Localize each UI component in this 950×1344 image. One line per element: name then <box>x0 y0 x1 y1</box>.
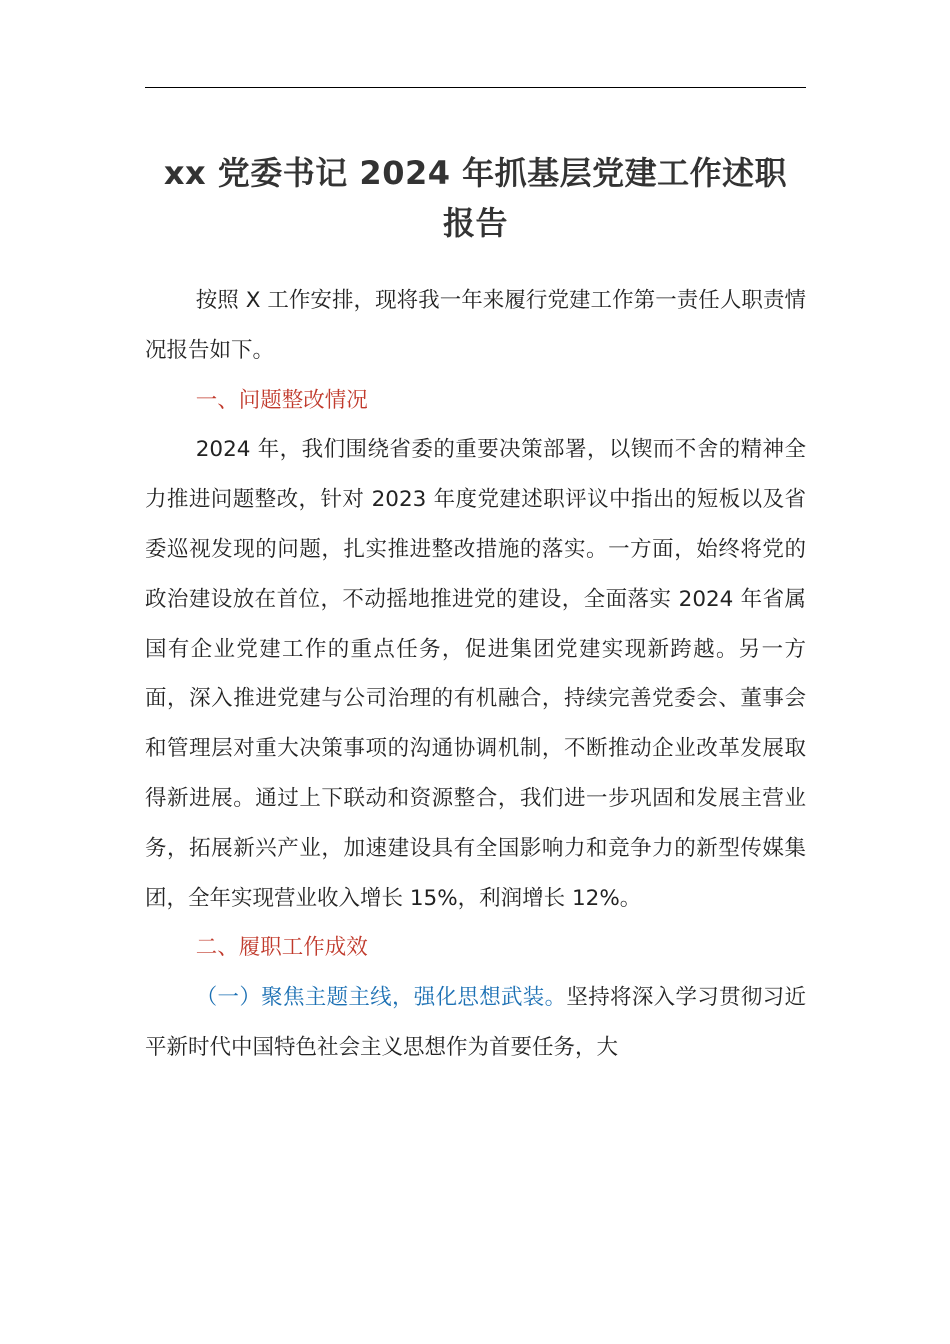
document-title <box>145 148 806 248</box>
subsection1-text: 坚持将深入学习贯彻习近平新时代中国特色社会主义思想作为首要任务，大 <box>145 985 806 1060</box>
title-line-1: xx 党委书记 2024 年抓基层党建工作述职 <box>163 154 788 192</box>
document-body <box>145 276 806 1073</box>
section-heading-performance-results: 二、履职工作成效 <box>195 935 368 961</box>
section-heading-problem-rectification: 一、问题整改情况 <box>195 387 368 413</box>
section1-paragraph: 2024 年，我们围绕省委的重要决策部署，以锲而不舍的精神全力推进问题整改，针对 2023 年度党建述职评议中指出的短板以及省委巡视发现的问题，扎实推进整改措施的落实。一方面，始终将党的政治建设放在首位，不动摇地推进党的建设，全面落实 2024 年省属国有企业党建工作的重点任务，促进集团党建实现新跨越。另一方面，深入推进党建与公司治理的有机融合，持续完善党委会、董事会和管理层对重大决策事项的沟通协调机制，不断推动企业改革发展取得新进展。通过上下联动和资源整合，我们进一步巩固和发展主营业务，拓展新兴产业，加速建设具有全国影响力和竞争力的新型传媒集团，全年实现营业收入增长 15%，利润增长 12%。 <box>145 437 806 911</box>
header-divider <box>145 87 806 88</box>
subsection1-paragraph <box>145 973 806 1073</box>
subsection-heading-focus-theme: （一）聚焦主题主线，强化思想武装。 <box>195 985 567 1011</box>
intro-paragraph: 按照 X 工作安排，现将我一年来履行党建工作第一责任人职责情况报告如下。 <box>145 288 806 363</box>
title-line-2: 报告 <box>442 204 508 242</box>
